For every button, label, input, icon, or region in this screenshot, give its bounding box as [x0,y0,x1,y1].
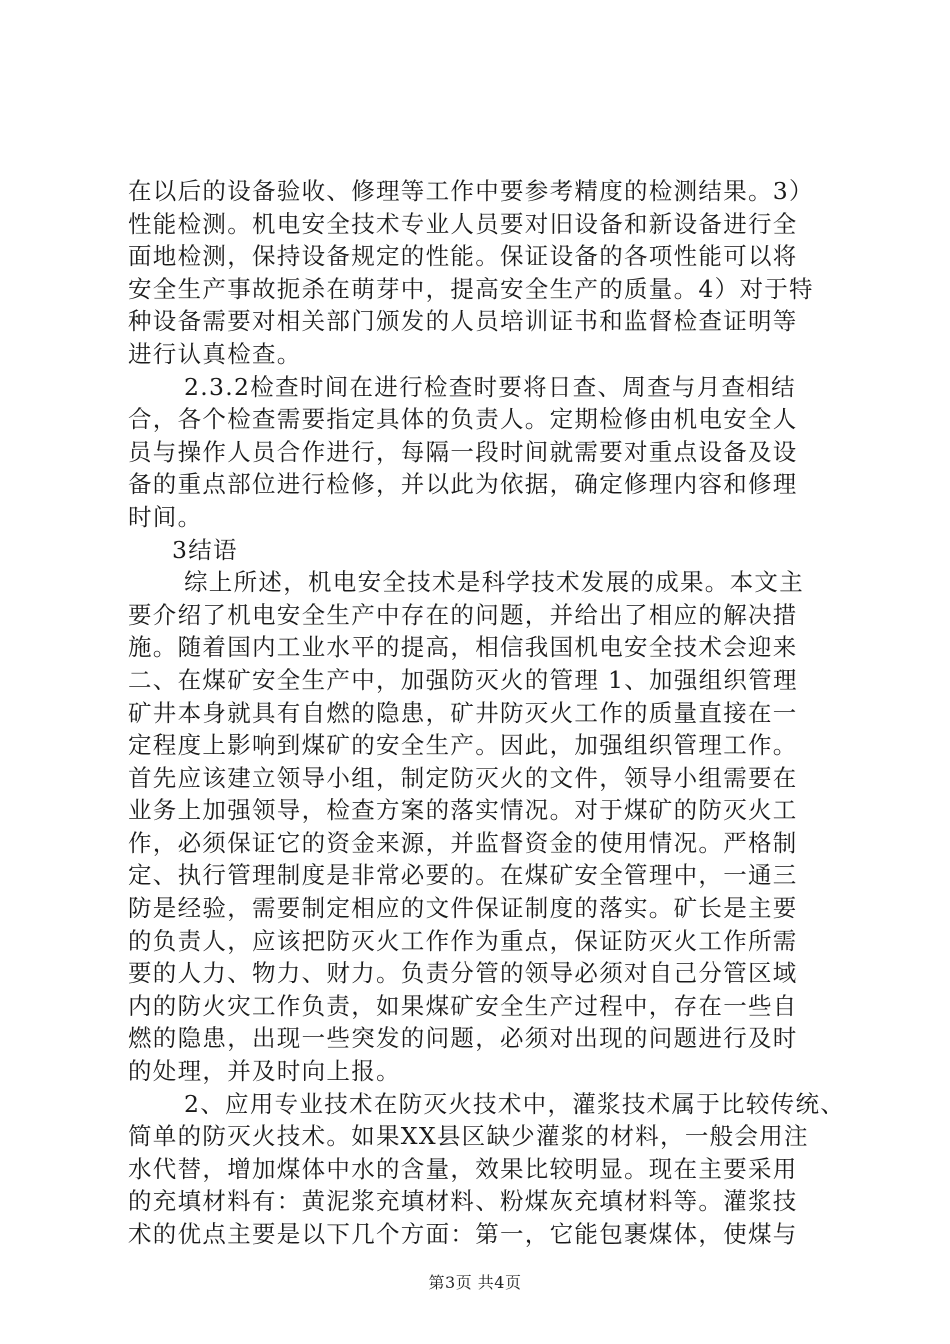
text-line: 进行认真检查。 [128,339,302,368]
paragraph-2-first-line: 2、应用专业技术在防灭火技术中，灌浆技术属于比较传统、 [184,1089,846,1118]
text-line: 防是经验，需要制定相应的文件保证制度的落实。矿长是主要 [128,894,798,923]
document-body [128,175,846,1251]
text-line: 的负责人，应该把防灭火工作作为重点，保证防灭火工作所需 [128,926,798,955]
text-line: 矿井本身就具有自燃的隐患，矿井防灭火工作的质量直接在一 [128,698,798,727]
text-line: 业务上加强领导，检查方案的落实情况。对于煤矿的防灭火工 [128,796,798,825]
conclusion-first-line: 综上所述，机电安全技术是科学技术发展的成果。本文主 [184,568,804,597]
text-line: 二、在煤矿安全生产中，加强防灭火的管理 1、加强组织管理 [128,665,798,694]
text-line: 安全生产事故扼杀在萌芽中，提高安全生产的质量。4）对于特 [128,274,814,303]
text-line: 种设备需要对相关部门颁发的人员培训证书和监督检查证明等 [128,307,798,336]
text-line: 性能检测。机电安全技术专业人员要对旧设备和新设备进行全 [128,209,798,238]
text-line: 要的人力、物力、财力。负责分管的领导必须对自己分管区域 [128,959,798,988]
section-2-3-2-first-line: 2.3.2检查时间在进行检查时要将日查、周查与月查相结 [184,372,796,401]
page-number: 第3页 共4页 [428,1273,522,1292]
text-line: 内的防火灾工作负责，如果煤矿安全生产过程中，存在一些自 [128,991,798,1020]
text-line: 水代替，增加煤体中水的含量，效果比较明显。现在主要采用 [128,1154,798,1183]
section-heading-conclusion: 3结语 [172,535,238,564]
text-line: 面地检测，保持设备规定的性能。保证设备的各项性能可以将 [128,242,798,271]
text-line: 施。随着国内工业水平的提高，相信我国机电安全技术会迎来 [128,633,798,662]
text-line: 备的重点部位进行检修，并以此为依据，确定修理内容和修理 [128,470,798,499]
text-line: 燃的隐患，出现一些突发的问题，必须对出现的问题进行及时 [128,1024,798,1053]
text-line: 术的优点主要是以下几个方面：第一，它能包裹煤体，使煤与 [128,1220,798,1248]
text-line: 时间。 [128,502,203,531]
text-line: 合，各个检查需要指定具体的负责人。定期检修由机电安全人 [128,405,798,434]
text-line: 的充填材料有：黄泥浆充填材料、粉煤灰充填材料等。灌浆技 [128,1187,798,1216]
text-line: 定程度上影响到煤矿的安全生产。因此，加强组织管理工作。 [128,731,798,760]
text-line: 简单的防灭火技术。如果XX县区缺少灌浆的材料，一般会用注 [128,1122,809,1151]
text-line: 要介绍了机电安全生产中存在的问题，并给出了相应的解决措 [128,600,798,629]
text-line: 首先应该建立领导小组，制定防灭火的文件，领导小组需要在 [128,763,798,792]
text-line: 在以后的设备验收、修理等工作中要参考精度的检测结果。3） [128,177,814,205]
page-footer [0,1270,950,1293]
text-line: 定、执行管理制度是非常必要的。在煤矿安全管理中，一通三 [128,861,798,890]
text-line: 的处理，并及时向上报。 [128,1057,401,1086]
text-line: 作，必须保证它的资金来源，并监督资金的使用情况。严格制 [128,828,798,857]
text-line: 员与操作人员合作进行，每隔一段时间就需要对重点设备及设 [128,437,798,466]
